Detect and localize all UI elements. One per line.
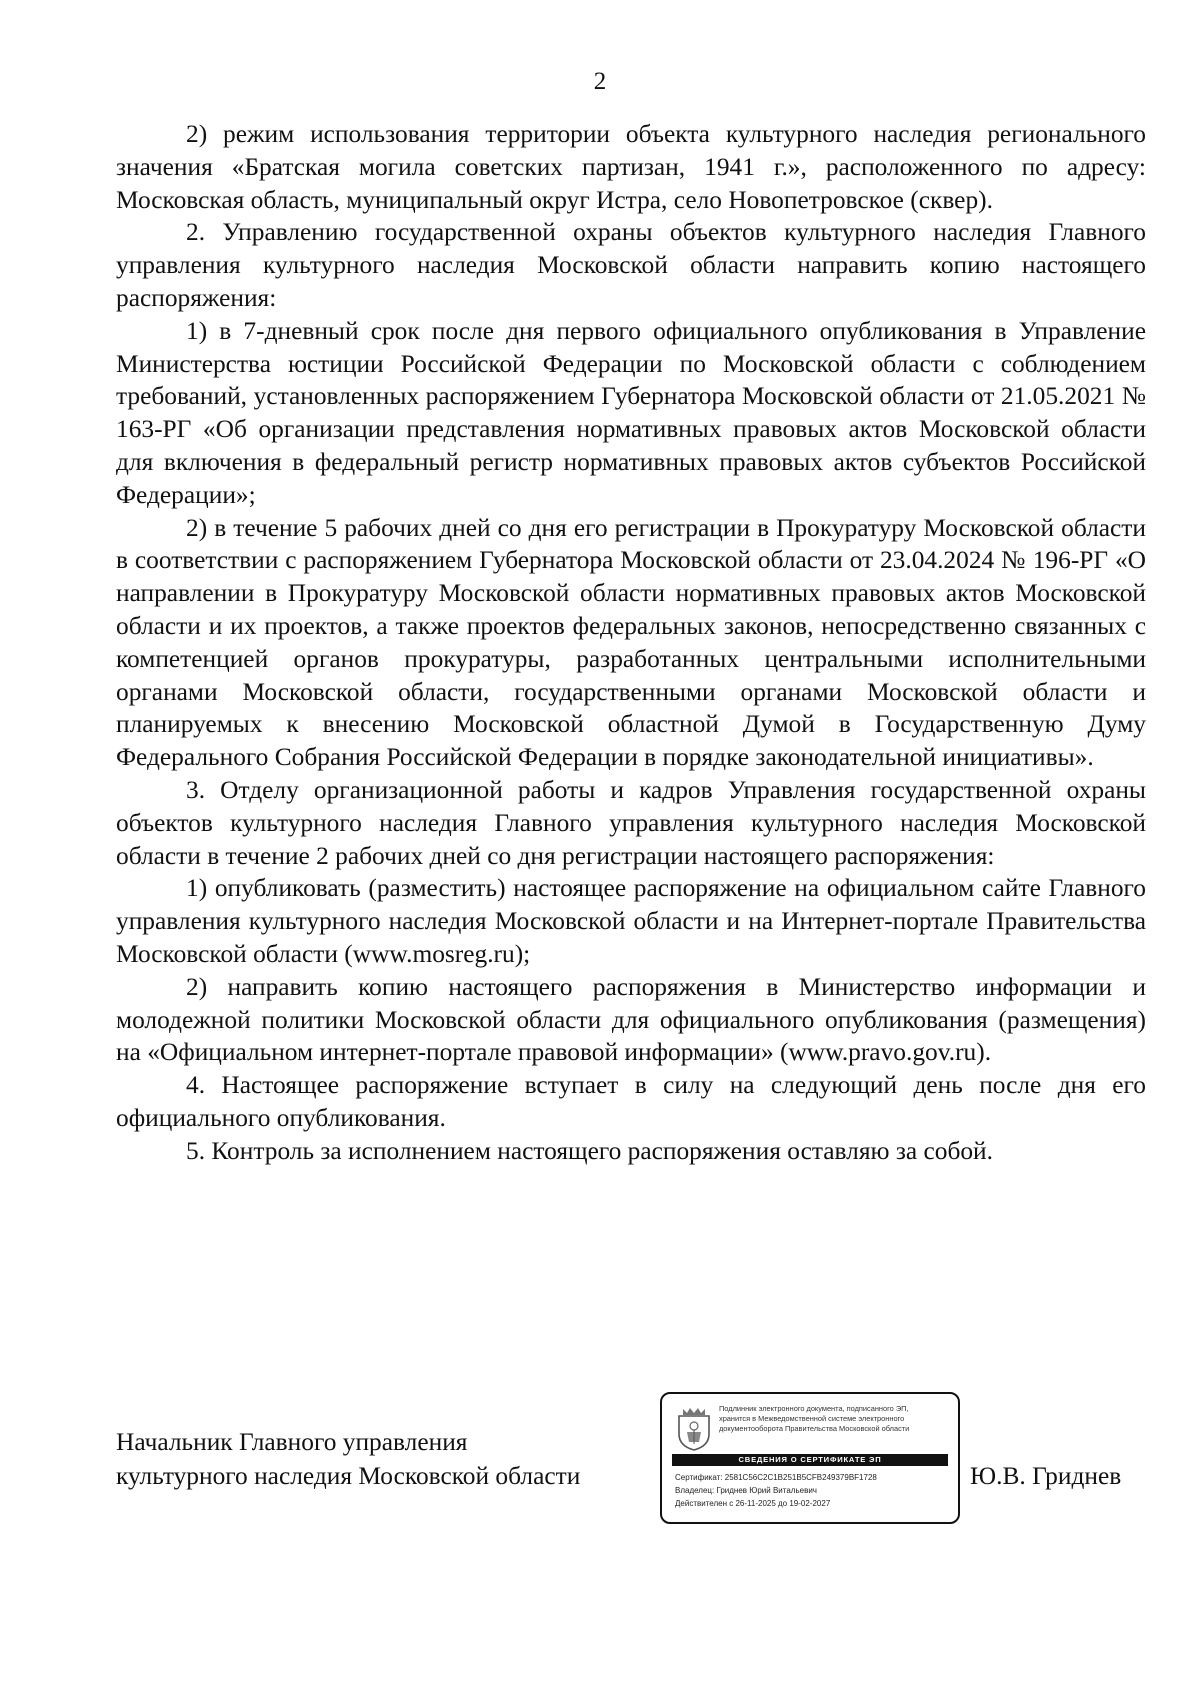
stamp-owner: Владелец: Гриднев Юрий Витальевич xyxy=(675,1486,817,1495)
stamp-notice-line-2: хранится в Межведомственной системе электронного xyxy=(719,1414,905,1423)
stamp-validity: Действителен с 26-11-2025 до 19-02-2027 xyxy=(675,1499,831,1508)
paragraph-point-5: 5. Контроль за исполнением настоящего распоряжения оставляю за собой. xyxy=(186,1136,993,1165)
paragraph-point-2: 2. Управлению государственной охраны объектов культурного наследия Главного управления культурного наследия Московской области направить копию настоящего распоряжения: xyxy=(116,218,1146,312)
paragraph-point-4: 4. Настоящее распоряжение вступает в силу на следующий день после дня его официального опубликования. xyxy=(116,1071,1146,1132)
stamp-header: СВЕДЕНИЯ О СЕРТИФИКАТЕ ЭП xyxy=(672,1454,948,1466)
stamp-certificate-details xyxy=(675,1471,955,1510)
stamp-notice-line-3: документооборота Правительства Московской области xyxy=(719,1424,910,1433)
paragraph-point-3: 3. Отделу организационной работы и кадров Управления государственной охраны объектов культурного наследия Главного управления культурного наследия Московской области в течение 2 рабочих дней со дня регистрации настоящего распоряжения: xyxy=(116,775,1146,870)
paragraph-point-3-sub-2: 2) направить копию настоящего распоряжения в Министерство информации и молодежной политики Московской области для официального опубликования (размещения) на «Официальном интернет-портале правовой информации» (www.pravo.gov.ru). xyxy=(116,972,1146,1067)
stamp-notice xyxy=(719,1404,955,1434)
moscow-oblast-coat-of-arms-icon xyxy=(675,1406,713,1452)
signer-name: Ю.В. Гриднев xyxy=(970,1462,1122,1490)
paragraph-point-3-sub-1: 1) опубликовать (разместить) настоящее распоряжение на официальном сайте Главного управления культурного наследия Московской области и на Интернет-портале Правительства Московской области (www.mosreg.ru); xyxy=(116,874,1146,968)
paragraph-point-2-sub-2: 2) в течение 5 рабочих дней со дня его регистрации в Прокуратуру Московской области в соответствии с распоряжением Губернатора Московской области от 23.04.2024 № 196-РГ «О направлении в Прокуратуру Московской области нормативных правовых актов Московской области и их проектов, а также проектов федеральных законов, непосредственно связанных с компетенцией органов прокуратуры, разработанных центральными исполнительными органами Московской области, государственными органами Московской области и планируемых к внесению Московской областной Думой в Государственную Думу Федерального Собрания Российской Федерации в порядке законодательной инициативы». xyxy=(116,513,1146,772)
electronic-signature-stamp xyxy=(660,1392,960,1524)
signer-position-line-1: Начальник Главного управления xyxy=(116,1428,468,1456)
page-number: 2 xyxy=(593,68,607,95)
stamp-certificate-number: Сертификат: 2581C56C2C1B251B5CFB249379BF1728 xyxy=(675,1473,877,1482)
paragraph-point-2-sub-1: 1) в 7-дневный срок после дня первого официального опубликования в Управление Министерства юстиции Российской Федерации по Московской области с соблюдением требований, установленных распоряжением Губернатора Московской области от 21.05.2021 № 163-РГ «Об организации представления нормативных правовых актов Московской области для включения в федеральный регистр нормативных правовых актов субъектов Российской Федерации»; xyxy=(116,316,1146,509)
signer-position xyxy=(116,1425,580,1493)
document-body xyxy=(116,118,1146,1168)
stamp-notice-line-1: Подлинник электронного документа, подписанного ЭП, xyxy=(719,1404,909,1413)
signer-position-line-2: культурного наследия Московской области xyxy=(116,1462,581,1490)
paragraph-item-2-regime: 2) режим использования территории объекта культурного наследия регионального значения «Братская могила советских партизан, 1941 г.», расположенного по адресу: Московская область, муниципальный округ Истра, село Новопетровское (сквер). xyxy=(116,120,1146,214)
